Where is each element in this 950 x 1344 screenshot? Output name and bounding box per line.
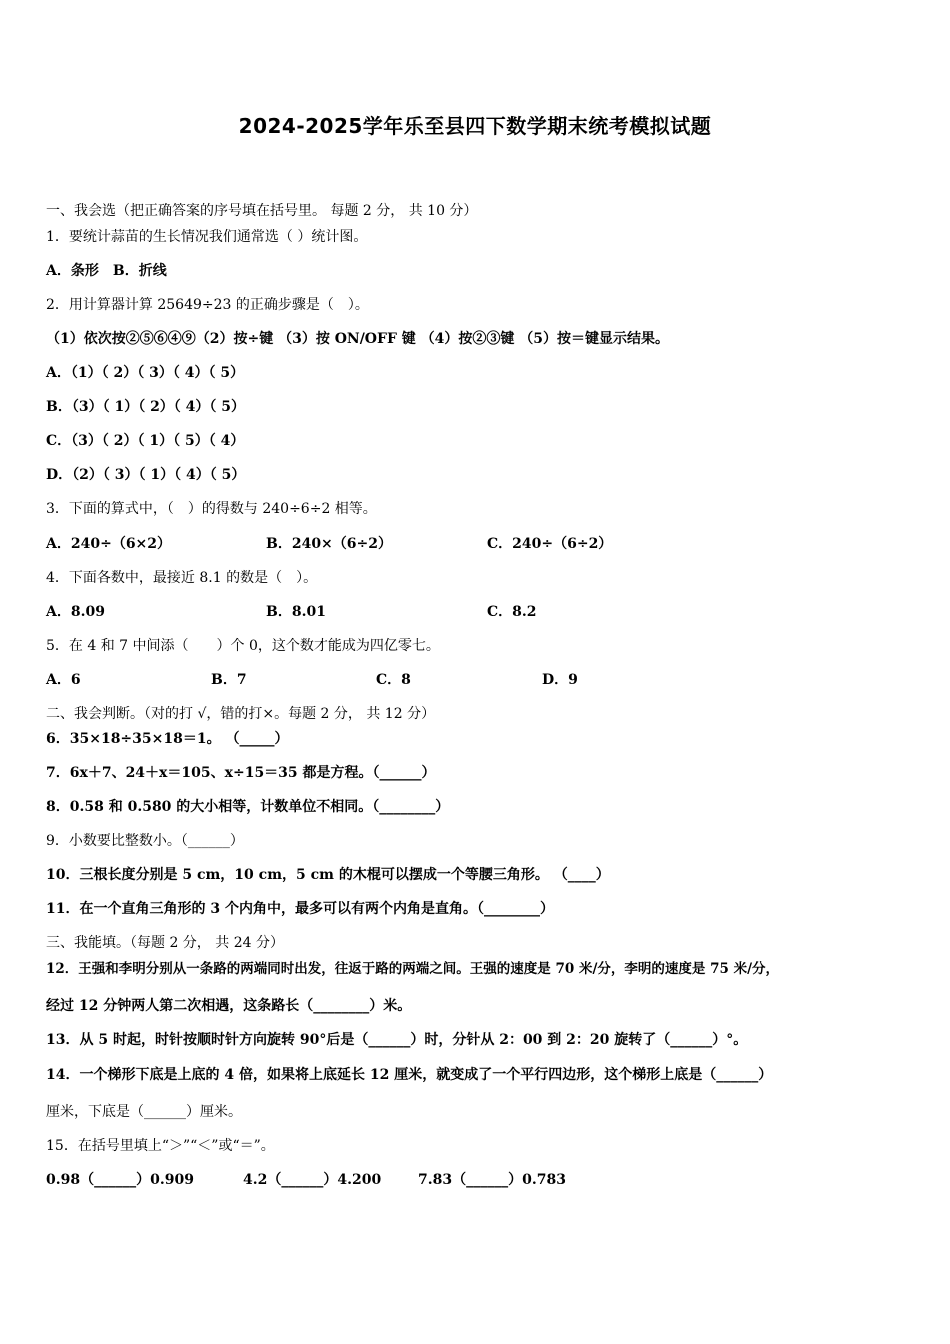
question-4-option-c: C．8.2 — [487, 604, 537, 620]
question-15: 15．在括号里填上“＞”“＜”或“＝”。 — [46, 1138, 275, 1154]
question-2-option-a: A．（1）（ 2）（ 3）（ 4）（ 5） — [46, 365, 245, 381]
question-12-line-2: 经过 12 分钟两人第二次相遇，这条路长（________）米。 — [46, 998, 412, 1014]
question-4-option-a: A．8.09 — [46, 604, 105, 620]
question-4-option-b: B．8.01 — [266, 604, 326, 620]
question-5-option-a: A．6 — [46, 672, 81, 688]
question-2-option-b: B．（3）（ 1）（ 2）（ 4）（ 5） — [46, 399, 246, 415]
question-10: 10．三根长度分别是 5 cm，10 cm，5 cm 的木棍可以摆成一个等腰三角形。 （____） — [46, 867, 610, 883]
section-heading-fill: 三、我能填。（每题 2 分， 共 24 分） — [46, 935, 284, 951]
question-6: 6．35×18÷35×18＝1。 （_____） — [46, 731, 289, 747]
question-5: 5．在 4 和 7 中间添（ ）个 0，这个数才能成为四亿零七。 — [46, 638, 440, 654]
question-9: 9．小数要比整数小。（______） — [46, 833, 244, 849]
question-11: 11．在一个直角三角形的 3 个内角中，最多可以有两个内角是直角。（________） — [46, 901, 554, 917]
question-5-option-c: C．8 — [376, 672, 411, 688]
question-3-option-b: B．240×（6÷2） — [266, 536, 392, 552]
question-12-line-1: 12．王强和李明分别从一条路的两端同时出发，往返于路的两端之间。王强的速度是 70 米/分，李明的速度是 75 米/分， — [46, 961, 780, 977]
question-1-options: A．条形 B．折线 — [46, 263, 167, 279]
section-heading-judge: 二、我会判断。（对的打 √，错的打×。每题 2 分， 共 12 分） — [46, 706, 436, 722]
question-1: 1．要统计蒜苗的生长情况我们通常选（ ）统计图。 — [46, 229, 368, 245]
question-2-steps: （1）依次按②⑤⑥④⑨（2）按÷键 （3）按 ON/OFF 键 （4）按②③键 （5）按＝键显示结果。 — [46, 331, 669, 347]
question-5-option-d: D．9 — [542, 672, 578, 688]
question-3-option-a: A．240÷（6×2） — [46, 536, 172, 552]
question-2: 2．用计算器计算 25649÷23 的正确步骤是（ ）。 — [46, 297, 369, 313]
question-3-option-c: C．240÷（6÷2） — [487, 536, 613, 552]
question-15-item-c: 7.83（______）0.783 — [418, 1172, 566, 1188]
page-title: 2024-2025学年乐至县四下数学期末统考模拟试题 — [238, 114, 712, 138]
question-15-item-b: 4.2（______）4.200 — [243, 1172, 382, 1188]
section-heading-choice: 一、我会选（把正确答案的序号填在括号里。 每题 2 分， 共 10 分） — [46, 203, 478, 219]
question-13: 13．从 5 时起，时针按顺时针方向旋转 90°后是（______）时，分针从 2：00 到 2：20 旋转了（______）°。 — [46, 1032, 748, 1048]
question-7: 7．6x＋7、24＋x＝105、x÷15＝35 都是方程。（______） — [46, 765, 436, 781]
question-4: 4．下面各数中，最接近 8.1 的数是（ ）。 — [46, 570, 318, 586]
question-3: 3．下面的算式中，（ ）的得数与 240÷6÷2 相等。 — [46, 501, 377, 517]
question-8: 8．0.58 和 0.580 的大小相等，计数单位不相同。（________） — [46, 799, 450, 815]
question-14-line-2: 厘米，下底是（______）厘米。 — [46, 1104, 242, 1120]
question-14-line-1: 14．一个梯形下底是上底的 4 倍，如果将上底延长 12 厘米，就变成了一个平行四边形，这个梯形上底是（______） — [46, 1067, 773, 1083]
question-2-option-c: C．（3）（ 2）（ 1）（ 5）（ 4） — [46, 433, 245, 449]
question-5-option-b: B．7 — [211, 672, 247, 688]
question-15-item-a: 0.98（______）0.909 — [46, 1172, 194, 1188]
question-2-option-d: D．（2）（ 3）（ 1）（ 4）（ 5） — [46, 467, 246, 483]
